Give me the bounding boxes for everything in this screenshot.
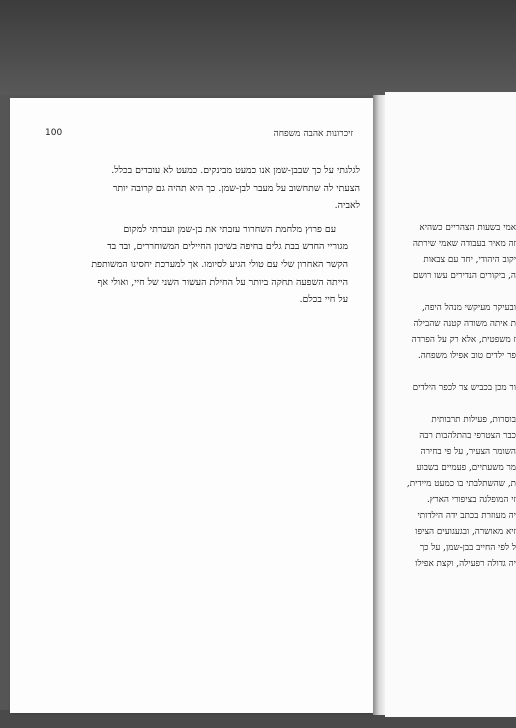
paragraph [30,162,360,215]
scan-background-top [0,0,516,100]
text-line: לאביה. [334,200,360,212]
text-line: זיא מאושרה, ובגעגועים הציפו [415,527,516,537]
text-line [387,396,516,412]
text-line [387,364,516,380]
text-line: על חיי בכלם. [299,294,348,306]
text-line: ל לפי החייב בבן-שמן, על כך [419,543,516,553]
text-line: ז משפטית, אלא רק על הפרדה [411,335,516,345]
text-line: זי המופלגה בציפורי הארץ. [426,495,516,505]
text-line: השומר הצעיר, על פי בחירה [420,447,516,457]
text-line: הייתה השפעה תחקה ביותר על החילת העשור השני של חיי, ואולי אף [97,276,348,288]
text-line: כבר הצטרפי בהתלהבות רבה [419,431,516,441]
right-page-body [387,220,516,572]
text-line: יה מעוזרת בכתב ידה הילדותי [417,511,516,521]
text-line: עם פרוץ מלחמת השחרור עזבתי את בן-שמן ועברתי למקום [123,223,336,235]
text-line: מר משעתיים, פעמיים בשבוע [416,463,516,473]
text-line: ת איתה משודה קטנה שהבילה [413,319,516,329]
text-line: הצעתי לה שתחשוב על מעבר לבן-שמן. כך היא תהיה גם קרובה יותר [112,182,360,194]
text-line: לגלגתי על כך שבבן-שמן אנו כמעט מבינקים. כמעט לא עובדים בכלל. [111,165,360,176]
text-line: ור מכן בכביש צר לכפר הילדים [412,383,516,393]
text-line: יקוב היהודי, יחד עם צבאות [423,255,516,265]
book-spine [373,95,385,715]
running-header [45,128,363,144]
text-line: ת, שהשתלבתי בו כמעט מיידית, [406,479,516,489]
text-line: בוסרות, פעילות תרבותית [431,415,516,425]
left-page-body [30,162,360,315]
text-line: ובעיקר מעיקשי מנהל היפה, [421,303,516,313]
text-line: פר ילדים טוב אפילו משפחה. [417,351,516,361]
paragraph [30,221,360,309]
text-line: הקשר האחרון שלי עם טולי הגיע לסיומו. אך למערכת יחסינו המשותפת [91,258,348,270]
text-line: מגוריי החדש בבת גלים בחיפה בשיכון החיילים המשוחררים, ובד בד [107,241,348,253]
text-line: ה, ביקורים הנדירים עשו רושם [413,271,516,281]
text-line: אמי בשעות הצהריים כשהיא [419,223,516,233]
text-line: יה גדולה רפעילה, וקצת אפילו [415,559,516,569]
running-header-title: זיכרונות אהבה משפחה [273,129,353,139]
text-line [387,284,516,300]
text-line: זה מאיר בעבודה שאמי שירתה [412,239,516,249]
page-number: 100 [45,128,63,138]
